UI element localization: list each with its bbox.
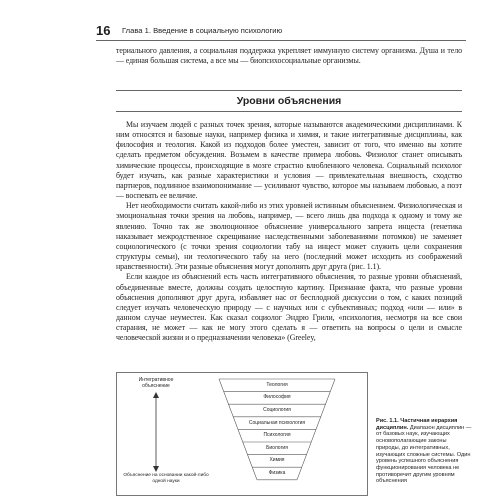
figure-caption-text: Диапазон дисциплин — от базовых наук, изучающих основополагающие законы природы, до интегративных, изучающих сложные системы. Один уровень успешного объяснения функционирования человека не противоречит другим уровням объяснения — [376, 424, 472, 485]
hierarchy-level: Социология — [263, 407, 291, 413]
figure-caption-label: Рис. 1.1. Частичная иерархия дисциплин. — [376, 418, 458, 431]
figure-bottom-label: Объяснение на основании какой-либо одной науки — [123, 473, 209, 484]
page-number: 16 — [96, 23, 111, 38]
body-paragraph-1: Мы изучаем людей с разных точек зрения, которые называются академическими дисциплинами. К ним относятся и базовые науки, например физика и химия, и такие интегративные дисциплины, как философия и теология. Какой из подходов более уместен, зависит от того, что именно вы хотите сделать предметом обсуждения. Возьмем в качестве примера любовь. Физиолог станет описывать химические процессы, происходящие в мозге страстно влюбленного человека. Социальный психолог будет изучать, как разные характеристики и условия — привлекательная внешность, сходство партнеров, подлинное взаимопонимание — усиливают чувство, которое мы называем любовью, а поэт — воспевать ее величие. — [116, 120, 462, 201]
hierarchy-level: Биология — [266, 444, 288, 451]
intro-paragraph: териального давления, а социальная поддержка укрепляет иммунную систему организма. Душа и тело — единая большая система, а все мы — биопсихосоциальные организмы. — [116, 46, 462, 66]
hierarchy-level: Философия — [263, 394, 291, 401]
hierarchy-level: Физика — [268, 470, 286, 476]
hierarchy-level: Психология — [263, 432, 291, 439]
section-title: Уровни объяснения — [116, 90, 462, 112]
figure-top-label: Интегративное объяснение — [138, 377, 174, 389]
hierarchy-level: Социальная психология — [248, 419, 306, 426]
figure-caption — [376, 418, 472, 485]
body-paragraph-3: Если каждое из объяснений есть часть интегративного объяснения, то разные уровни объяснений, объединенные вместе, должны создать целостную картину. Признание факта, что разные уровни объяснения дополняют друг друга, избавляет нас от бесплодной дискуссии о том, с каких позиций следует изучать человеческую природу — с научных или с субъективных; подход «или — или» в данном случае неуместен. Как сказал социолог Эндрю Грили, «психология, несмотря на все свои старания, не может — как не могу этого сделать я — ответить на вопросы о цели и смысле человеческой жизни и о предназначении человека» (Greeley, — [116, 272, 462, 343]
figure-hierarchy — [116, 372, 368, 496]
chapter-title: Глава 1. Введение в социальную психологию — [122, 26, 283, 35]
hierarchy-level: Теология — [266, 381, 288, 388]
body-paragraph-2: Нет необходимости считать какой-либо из этих уровней истинным объяснением. Физиологическая и эмоциональная точки зрения на любовь, например, — всего лишь два подхода к одному и тому же явлению. Точно так же эволюционное объяснение универсального запрета инцеста (генетика наказывает межродственное скрещивание наследственными заболеваниями потомков) не заменяет социологического (с точки зрения социологии табу на инцест может служить цели сохранения структуры семьи), ни теологического табу на него (последний может исходить из соображений нравственности). Эти разные объяснения могут дополнять друг друга (рис. 1.1). — [116, 201, 462, 272]
page-header — [96, 23, 466, 41]
body-text — [116, 120, 462, 343]
hierarchy-level: Химия — [269, 457, 285, 464]
intro-text — [116, 46, 462, 66]
